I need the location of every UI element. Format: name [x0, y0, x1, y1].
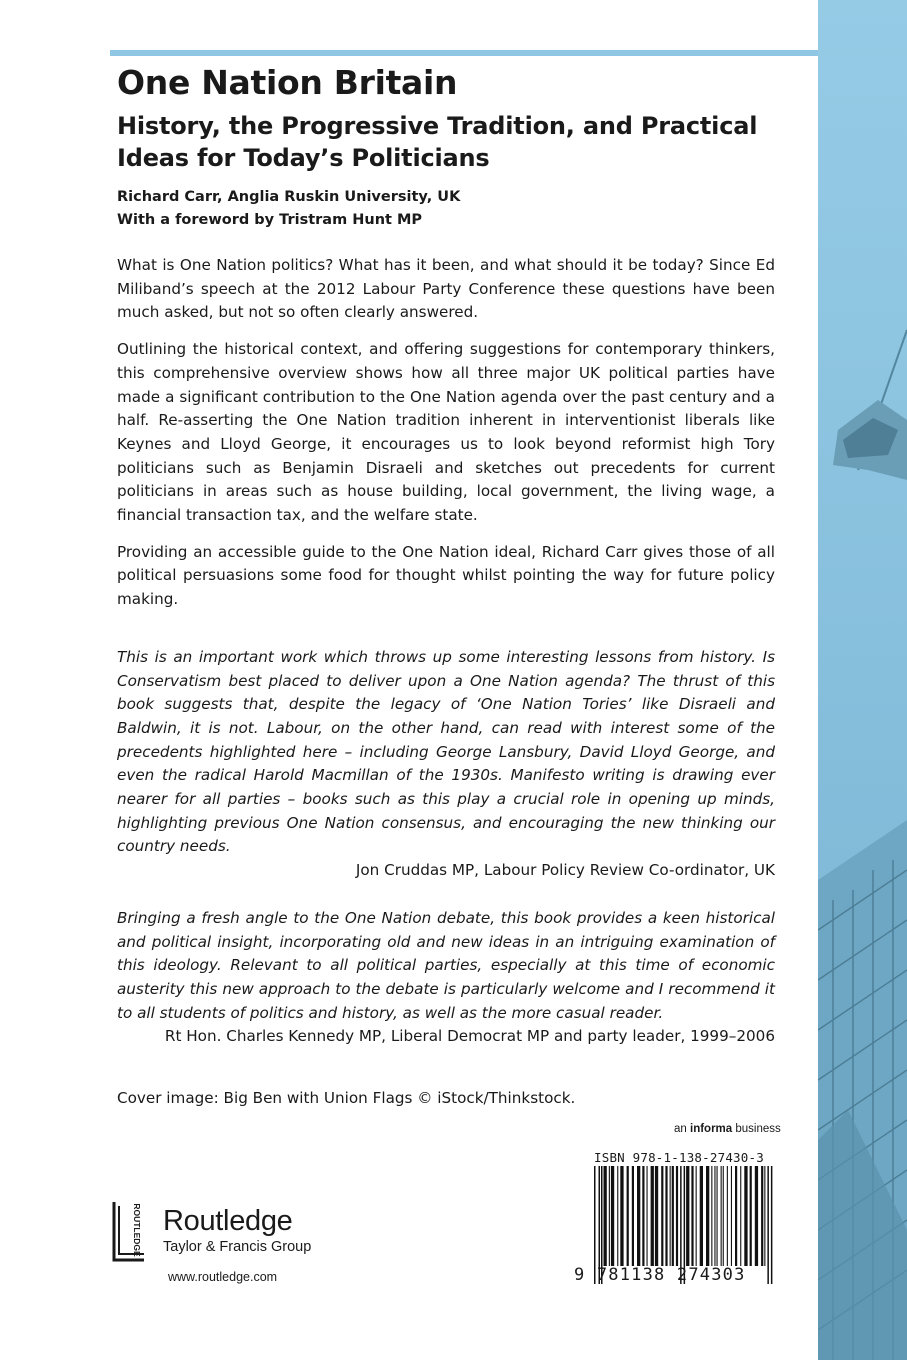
barcode-bar: [727, 1166, 728, 1266]
cover-image-credit: Cover image: Big Ben with Union Flags © iStock/Thinkstock.: [117, 1089, 576, 1108]
barcode-bar: [665, 1166, 667, 1266]
big-ben-flag-image: [818, 0, 907, 1360]
barcode-bar: [731, 1166, 732, 1266]
endorsement-attribution: Rt Hon. Charles Kennedy MP, Liberal Democrat MP and party leader, 1999–2006: [164, 1027, 775, 1046]
barcode-digits: 9 781138 274303: [574, 1265, 746, 1285]
routledge-logo: [110, 1200, 148, 1262]
barcode-bar: [761, 1166, 763, 1266]
cover-image-strip: [818, 0, 907, 1360]
barcode-bar: [750, 1166, 752, 1266]
author-line: Richard Carr, Anglia Ruskin University, UK: [117, 189, 461, 205]
barcode-bar: [647, 1166, 648, 1266]
barcode-bar: [609, 1166, 610, 1266]
endorsement-quote: This is an important work which throws up some interesting lessons from history. Is Conservatism best placed to deliver upon a One Nation agenda? The thrust of this book suggests that, despite the legacy of ‘One Nation Tories’ like Disraeli and Baldwin, it is not. Labour, on the other hand, can read with interest some of the precedents highlighted here – including George Lansbury, David Lloyd George, and even the radical Harold Macmillan of the 1930s. Manifesto writing is drawing ever nearer for all parties – books such as this play a crucial role in opening up minds, highlighting previous One Nation consensus, and encouraging the new thinking our country needs.: [117, 647, 775, 856]
author-block: [117, 186, 775, 232]
endorsement-attribution: Jon Cruddas MP, Labour Policy Review Co-ordinator, UK: [355, 861, 775, 880]
barcode-bar: [611, 1166, 614, 1266]
blurb-paragraph: What is One Nation politics? What has it been, and what should it be today? Since Ed Miliband’s speech at the 2012 Labour Party Conference these questions have been much asked, but not so often clearly answered.: [117, 256, 775, 322]
barcode-bar: [637, 1166, 640, 1266]
barcode-bar: [721, 1166, 722, 1266]
routledge-logo-text: ROUTLEDGE: [132, 1203, 142, 1257]
barcode-bar: [604, 1166, 607, 1266]
informa-brand: informa: [690, 1123, 733, 1135]
barcode-bar: [767, 1166, 769, 1284]
barcode-bar: [617, 1166, 618, 1266]
barcode-bar: [723, 1166, 724, 1266]
barcode-bar: [714, 1166, 715, 1266]
barcode-bar: [676, 1166, 678, 1266]
book-title: One Nation Britain: [117, 63, 458, 102]
barcode-bar: [627, 1166, 629, 1266]
barcode-bar: [651, 1166, 654, 1266]
isbn-label: ISBN 978-1-138-27430-3: [594, 1150, 764, 1165]
barcode-bar: [735, 1166, 737, 1266]
back-cover-content: [117, 62, 775, 1107]
book-subtitle-line-2: Ideas for Today’s Politicians: [117, 144, 490, 172]
informa-prefix: an: [674, 1123, 687, 1135]
barcode-bar: [717, 1166, 718, 1266]
barcode-bar: [661, 1166, 663, 1266]
barcode-bar: [711, 1166, 712, 1266]
barcode-bar: [632, 1166, 634, 1266]
barcode-bar: [696, 1166, 697, 1266]
barcode-bar: [755, 1166, 758, 1266]
barcode-bar: [672, 1166, 674, 1266]
barcode-bar: [655, 1166, 658, 1266]
book-subtitle-line-1: History, the Progressive Tradition, and Practical: [117, 112, 758, 140]
endorsement-quote: Bringing a fresh angle to the One Nation debate, this book provides a keen historical and political insight, incorporating old and new ideas in an intriguing examination of this ideology. Relevant to all political parties, especially at this time of economic austerity this new approach to the debate is particularly welcome and I recommend it to all students of politics and history, as well as the more casual reader.: [117, 908, 775, 1022]
barcode-bar: [691, 1166, 693, 1266]
foreword-line: With a foreword by Tristram Hunt MP: [117, 212, 423, 228]
publisher-name: Routledge: [163, 1205, 293, 1237]
barcode-bar: [642, 1166, 644, 1266]
informa-tagline: [674, 1123, 781, 1135]
publisher-website: www.routledge.com: [168, 1270, 278, 1284]
barcode-bar: [764, 1166, 765, 1266]
top-accent-rule: [110, 50, 818, 56]
blurb-paragraph: Outlining the historical context, and offering suggestions for contemporary thinkers, this comprehensive overview shows how all three major UK political parties have made a significant contribution to the One Nation agenda over the past century and a half. Re-asserting the One Nation tradition inherent in interventionist liberals like Keynes and Lloyd George, it encourages us to look beyond reformist high Tory politicians such as Benjamin Disraeli and sketches out precedents for current politicians in areas such as house building, local government, the living wage, a financial transaction tax, and the welfare state.: [117, 340, 775, 525]
barcode-bar: [744, 1166, 747, 1266]
barcode-bar: [670, 1166, 671, 1266]
informa-suffix: business: [735, 1123, 781, 1135]
barcode-bar: [706, 1166, 709, 1266]
barcode-bar: [686, 1166, 689, 1266]
barcode-bar: [620, 1166, 623, 1266]
blurb-paragraph: Providing an accessible guide to the One Nation ideal, Richard Carr gives those of all political persuasions some food for thought whilst pointing the way for future policy making.: [117, 542, 775, 609]
barcode-bar: [771, 1166, 773, 1284]
barcode-bar: [740, 1166, 741, 1266]
barcode-bar: [700, 1166, 703, 1266]
publisher-block: [163, 1205, 311, 1255]
publisher-group: Taylor & Francis Group: [163, 1239, 312, 1255]
